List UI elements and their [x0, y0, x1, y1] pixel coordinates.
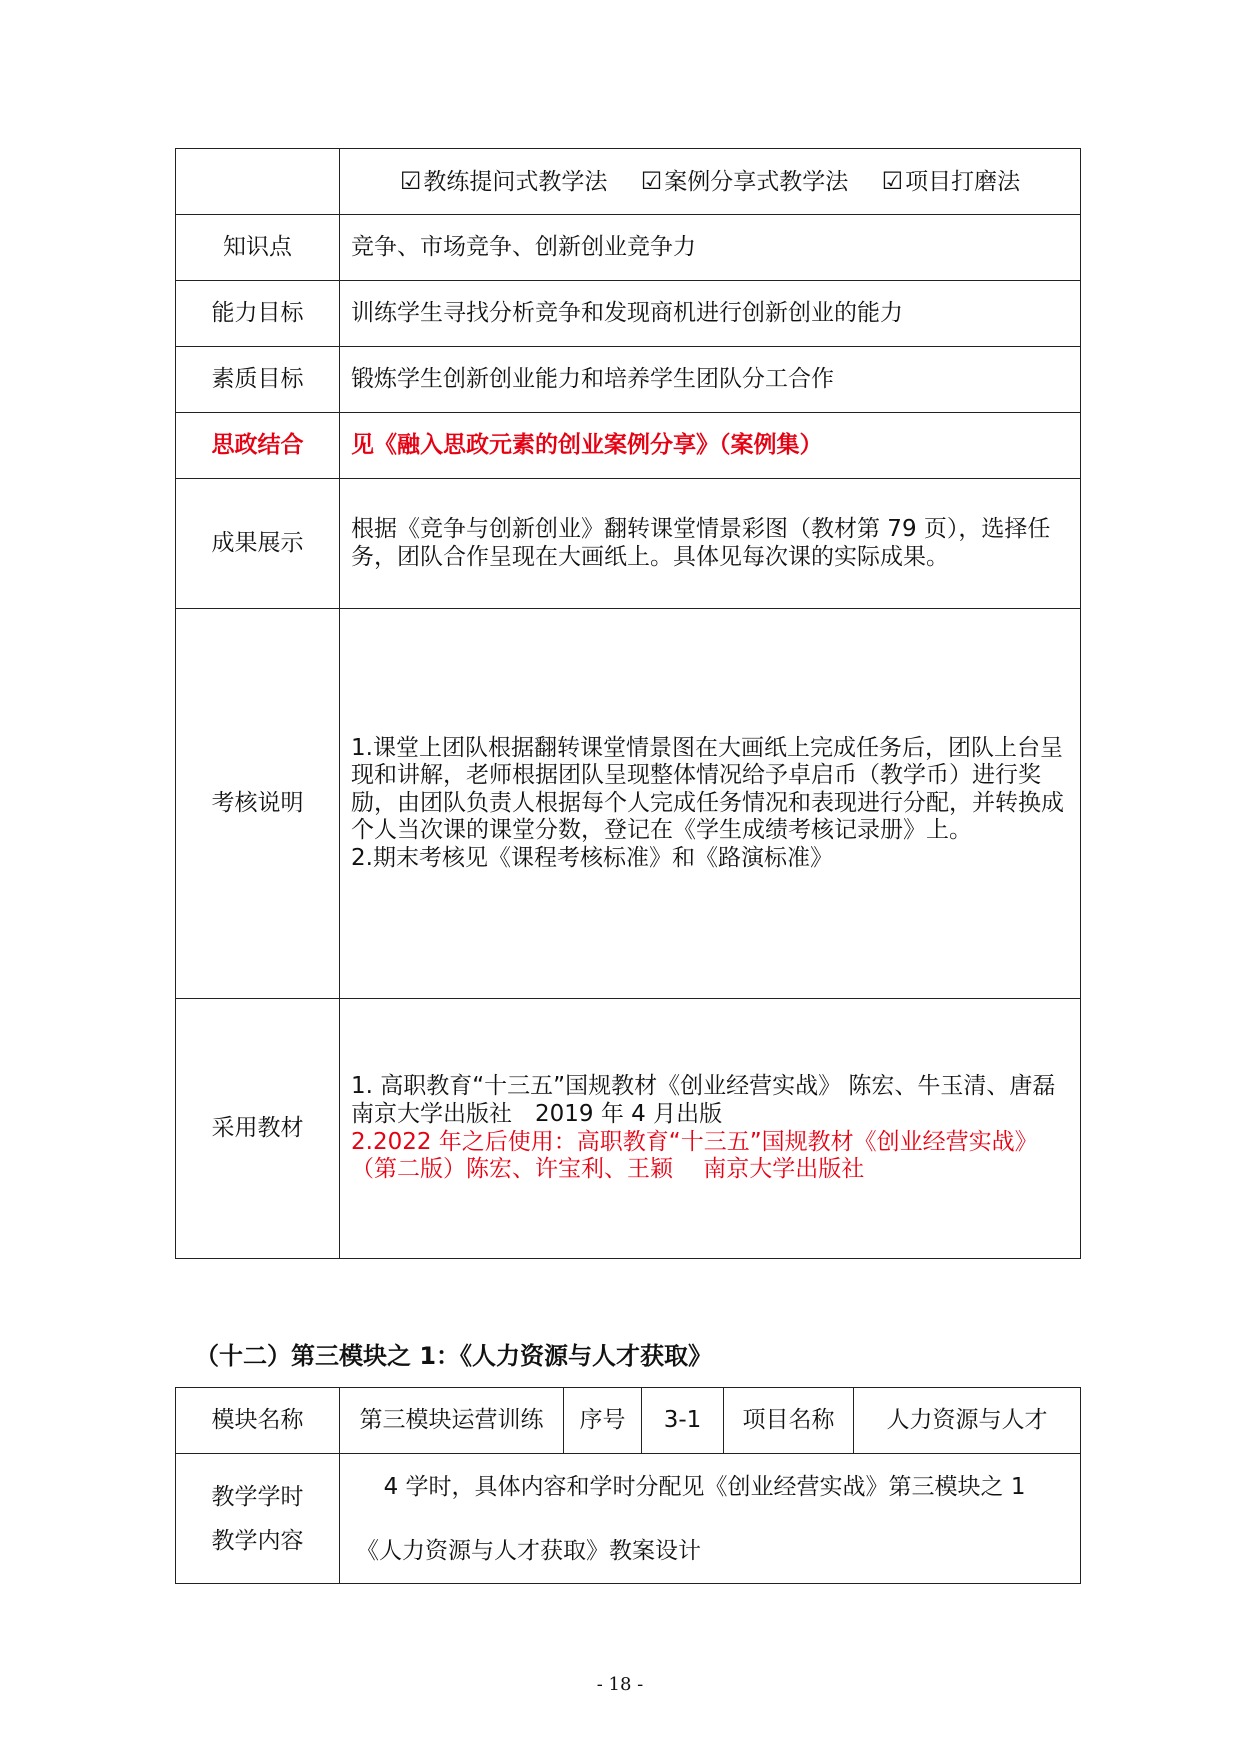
section-heading: （十二）第三模块之 1：《人力资源与人才获取》: [195, 1342, 713, 1370]
methods-label-cell: [176, 149, 340, 215]
ability-row: [176, 281, 1081, 347]
checked-box-icon: ☑: [399, 166, 422, 195]
seq-value: 3-1: [642, 1388, 724, 1454]
ability-label: 能力目标: [176, 281, 340, 347]
method-label: 案例分享式教学法: [664, 168, 849, 195]
hours-label: [176, 1454, 340, 1584]
module-row: [176, 1388, 1081, 1454]
hours-label-line-2: 教学内容: [211, 1527, 304, 1554]
quality-value: 锻炼学生创新创业能力和培养学生团队分工合作: [340, 347, 1081, 413]
ideology-value: 见《融入思政元素的创业案例分享》（案例集）: [340, 413, 1081, 479]
page-number: - 18 -: [596, 1674, 644, 1695]
hours-content: 4 学时，具体内容和学时分配见《创业经营实战》第三模块之 1《人力资源与人才获取》教案设计: [340, 1454, 1081, 1584]
assess-item-1: 1.课堂上团队根据翻转课堂情景图在大画纸上完成任务后，团队上台呈现和讲解，老师根据团队呈现整体情况给予卓启币（教学币）进行奖励，由团队负责人根据每个人完成任务情况和表现进行分配，并转换成个人当次课的课堂分数，登记在《学生成绩考核记录册》上。: [351, 734, 1064, 844]
method-label: 教练提问式教学法: [423, 168, 608, 195]
result-value: 根据《竞争与创新创业》翻转课堂情景彩图（教材第 79 页），选择任务，团队合作呈现在大画纸上。具体见每次课的实际成果。: [340, 479, 1081, 609]
project-value: 人力资源与人才: [854, 1388, 1081, 1454]
textbook-item-2: 2.2022 年之后使用：高职教育“十三五”国规教材《创业经营实战》 （第二版）陈宏、许宝利、王颖 南京大学出版社: [351, 1128, 1050, 1183]
checked-box-icon: ☑: [640, 166, 663, 195]
assess-row: [176, 609, 1081, 999]
project-label: 项目名称: [724, 1388, 854, 1454]
knowledge-label: 知识点: [176, 215, 340, 281]
textbook-row: [176, 999, 1081, 1259]
method-label: 项目打磨法: [905, 168, 1021, 195]
result-row: [176, 479, 1081, 609]
hours-row: [176, 1454, 1081, 1584]
result-label: 成果展示: [176, 479, 340, 609]
ideology-row: [176, 413, 1081, 479]
assess-label: 考核说明: [176, 609, 340, 999]
textbook-label: 采用教材: [176, 999, 340, 1259]
knowledge-row: [176, 215, 1081, 281]
quality-row: [176, 347, 1081, 413]
module-table: [175, 1387, 1081, 1584]
method-item: [399, 166, 608, 195]
textbook-item-1: 1. 高职教育“十三五”国规教材《创业经营实战》 陈宏、牛玉清、唐磊 南京大学出版社 2019 年 4 月出版: [351, 1073, 1086, 1127]
module-name-label: 模块名称: [176, 1388, 340, 1454]
knowledge-value: 竞争、市场竞争、创新创业竞争力: [340, 215, 1081, 281]
hours-label-line-1: 教学学时: [211, 1483, 304, 1510]
textbook-value: [340, 999, 1086, 1259]
quality-label: 素质目标: [176, 347, 340, 413]
method-item: [881, 166, 1021, 195]
assess-value: [340, 609, 1081, 999]
ability-value: 训练学生寻找分析竞争和发现商机进行创新创业的能力: [340, 281, 1081, 347]
ideology-label: 思政结合: [176, 413, 340, 479]
method-item: [640, 166, 849, 195]
module-name-value: 第三模块运营训练: [340, 1388, 564, 1454]
seq-label: 序号: [564, 1388, 642, 1454]
methods-row: [176, 149, 1081, 215]
checked-box-icon: ☑: [881, 166, 904, 195]
assess-item-2: 2.期末考核见《课程考核标准》和《路演标准》: [351, 844, 833, 871]
teaching-methods: [340, 149, 1081, 215]
course-info-table: [175, 148, 1086, 1259]
